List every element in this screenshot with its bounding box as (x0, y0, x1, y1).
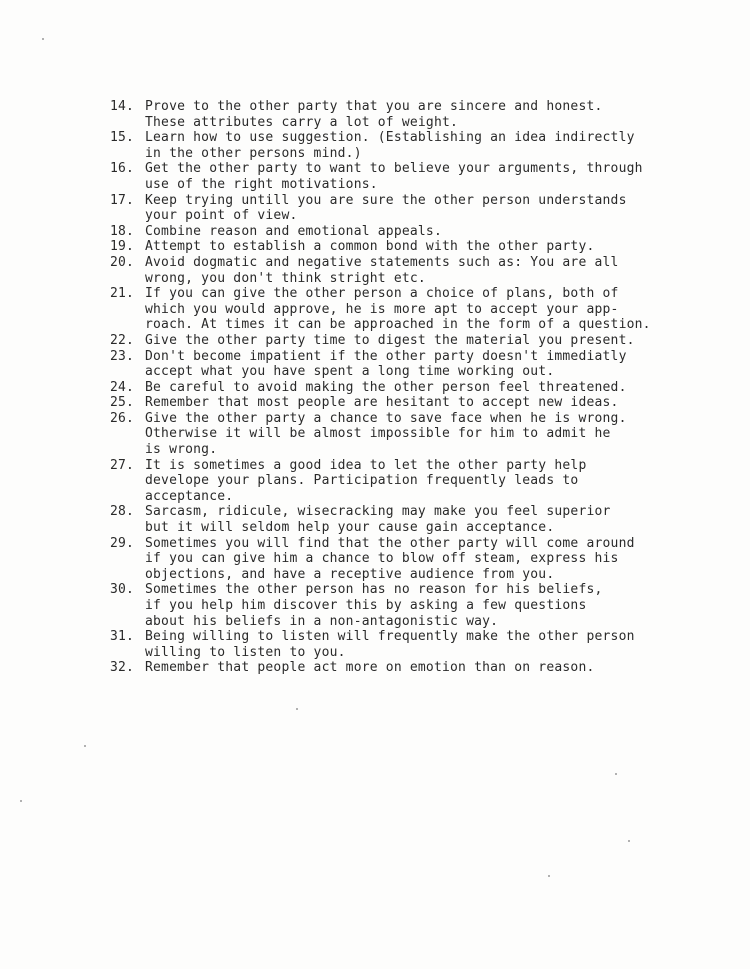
item-text (145, 411, 730, 458)
item-text-line: Give the other party a chance to save face when he is wrong. (145, 410, 627, 426)
item-text-line: Prove to the other party that you are sincere and honest. (145, 99, 603, 114)
item-text (145, 458, 730, 505)
item-number: 31. (110, 629, 135, 645)
item-text-line: in the other persons mind.) (145, 145, 362, 161)
item-text (145, 193, 730, 224)
item-number: 21. (110, 286, 135, 302)
item-text-line: These attributes carry a lot of weight. (145, 114, 459, 130)
item-number: 26. (110, 410, 135, 426)
paper-speck (548, 875, 550, 877)
item-number: 16. (110, 161, 135, 177)
item-text (145, 536, 730, 583)
paper-speck (628, 840, 630, 842)
item-text (145, 582, 730, 629)
item-text-line: Give the other party time to digest the material you present. (145, 332, 635, 348)
item-text (145, 161, 730, 192)
item-text-line: wrong, you don't think stright etc. (145, 270, 426, 286)
item-text (145, 629, 730, 660)
list-item (110, 458, 730, 505)
item-number: 18. (110, 223, 135, 239)
item-text-line: which you would approve, he is more apt to accept your app- (145, 301, 619, 317)
item-text-line: Learn how to use suggestion. (Establishing an idea indirectly (145, 130, 635, 146)
item-text-line: develope your plans. Participation frequently leads to (145, 473, 579, 489)
item-text-line: use of the right motivations. (145, 176, 378, 192)
item-text-line: is wrong. (145, 442, 218, 458)
list-item (110, 161, 730, 192)
item-text-line: about his beliefs in a non-antagonistic way. (145, 613, 499, 629)
item-text (145, 349, 730, 380)
item-text-line: Avoid dogmatic and negative statements such as: You are all (145, 254, 619, 270)
item-text-line: acceptance. (145, 488, 234, 504)
list-item (110, 411, 730, 458)
item-text (145, 660, 730, 676)
item-text-line: Remember that most people are hesitant to accept new ideas. (145, 395, 619, 411)
item-number: 30. (110, 582, 135, 598)
list-item (110, 504, 730, 535)
list-item (110, 193, 730, 224)
list-item (110, 395, 730, 411)
list-item (110, 286, 730, 333)
item-text-line: Sarcasm, ridicule, wisecracking may make you feel superior (145, 504, 611, 520)
item-text-line: Sometimes you will find that the other party will come around (145, 535, 635, 551)
paper-speck (296, 708, 298, 710)
list-item (110, 536, 730, 583)
item-text-line: willing to listen to you. (145, 644, 346, 660)
item-number: 27. (110, 457, 135, 473)
item-text-line: but it will seldom help your cause gain acceptance. (145, 520, 555, 536)
numbered-list (110, 99, 730, 676)
item-text-line: Don't become impatient if the other party doesn't immediatly (145, 348, 627, 364)
list-item (110, 582, 730, 629)
list-item (110, 660, 730, 676)
item-text (145, 380, 730, 396)
list-item (110, 99, 730, 130)
item-text-line: objections, and have a receptive audience from you. (145, 566, 555, 582)
item-number: 28. (110, 504, 135, 520)
item-text-line: if you help him discover this by asking a few questions (145, 598, 587, 613)
list-item (110, 629, 730, 660)
list-item (110, 349, 730, 380)
item-number: 20. (110, 254, 135, 270)
item-number: 17. (110, 192, 135, 208)
item-text (145, 286, 730, 333)
list-item (110, 224, 730, 240)
item-number: 29. (110, 535, 135, 551)
item-text-line: Sometimes the other person has no reason for his beliefs, (145, 582, 603, 598)
paper-speck (42, 38, 44, 40)
list-item (110, 333, 730, 349)
item-text-line: Be careful to avoid making the other person feel threatened. (145, 379, 627, 395)
item-text (145, 239, 730, 255)
item-text (145, 130, 730, 161)
item-text-line: If you can give the other person a choice of plans, both of (145, 286, 619, 302)
paper-speck (615, 773, 617, 775)
paper-speck (20, 800, 22, 802)
item-text-line: Attempt to establish a common bond with the other party. (145, 239, 595, 255)
item-text (145, 504, 730, 535)
list-item (110, 130, 730, 161)
list-item (110, 239, 730, 255)
item-number: 14. (110, 99, 135, 114)
item-text (145, 224, 730, 240)
item-text-line: Being willing to listen will frequently make the other person (145, 629, 635, 645)
paper-speck (84, 745, 86, 747)
item-number: 25. (110, 395, 135, 411)
item-text-line: It is sometimes a good idea to let the other party help (145, 457, 587, 473)
item-text-line: if you can give him a chance to blow off steam, express his (145, 551, 619, 567)
item-text-line: Combine reason and emotional appeals. (145, 223, 442, 239)
item-text-line: accept what you have spent a long time working out. (145, 364, 555, 380)
item-text-line: Keep trying untill you are sure the other person understands (145, 192, 627, 208)
item-text (145, 333, 730, 349)
item-text-line: roach. At times it can be approached in the form of a question. (145, 317, 651, 333)
item-text-line: your point of view. (145, 208, 298, 224)
item-number: 15. (110, 130, 135, 146)
item-text-line: Remember that people act more on emotion than on reason. (145, 660, 595, 676)
item-text (145, 395, 730, 411)
item-number: 23. (110, 348, 135, 364)
item-text-line: Otherwise it will be almost impossible for him to admit he (145, 426, 611, 442)
item-text (145, 255, 730, 286)
item-text (145, 99, 730, 130)
item-number: 22. (110, 332, 135, 348)
item-number: 32. (110, 660, 135, 676)
list-item (110, 380, 730, 396)
item-number: 24. (110, 379, 135, 395)
list-item (110, 255, 730, 286)
item-text-line: Get the other party to want to believe your arguments, through (145, 161, 643, 177)
item-number: 19. (110, 239, 135, 255)
